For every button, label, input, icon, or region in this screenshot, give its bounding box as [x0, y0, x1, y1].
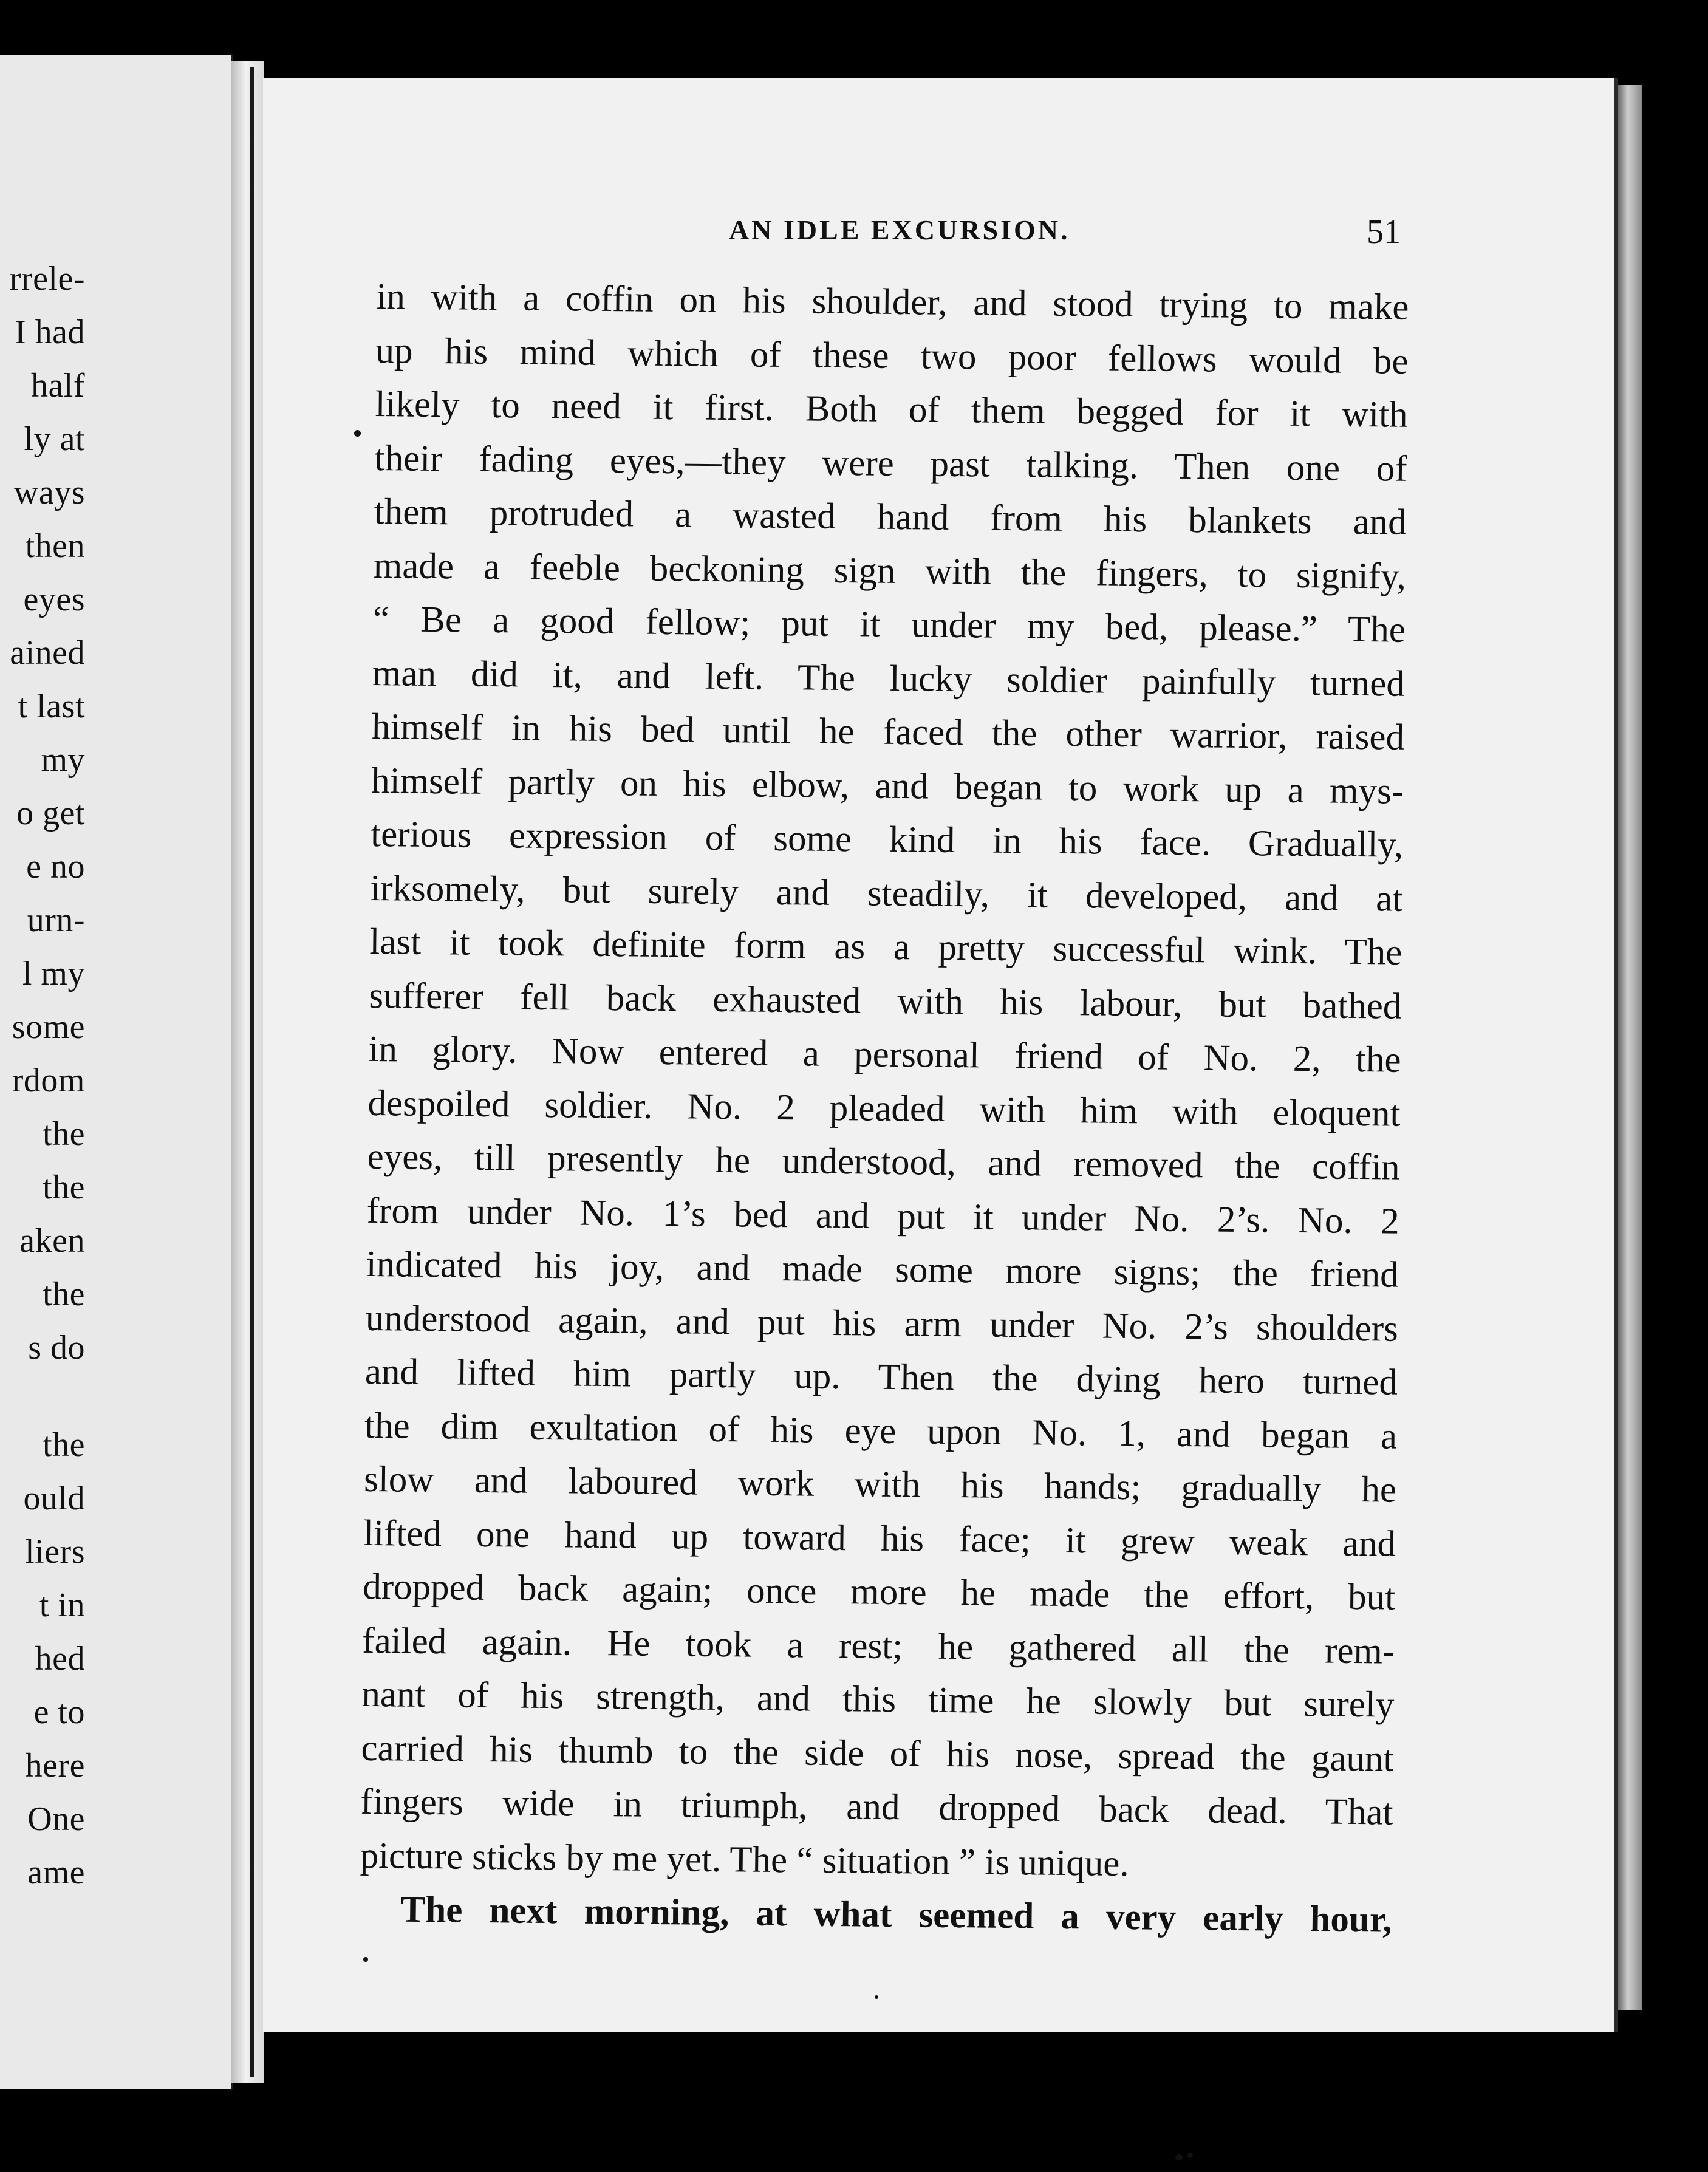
- text-line: himself partly on his elbow, and began to work up a mys-: [371, 760, 1404, 812]
- left-page-line: s do: [28, 1329, 85, 1367]
- text-line: their fading eyes,—they were past talking. Then one of: [374, 437, 1408, 490]
- text-line: dropped back again; once more he made the effort, but: [362, 1566, 1396, 1618]
- ink-speck: [875, 1995, 878, 1999]
- ink-speck: [354, 430, 361, 437]
- left-page-line: e no: [26, 848, 85, 886]
- text-line: and lifted him partly up. Then the dying hero turned: [364, 1351, 1398, 1403]
- left-page-line: liers: [25, 1533, 85, 1571]
- left-page-line: ame: [27, 1854, 85, 1891]
- text-line: slow and laboured work with his hands; gradually he: [363, 1458, 1397, 1511]
- left-page-line: the: [43, 1169, 85, 1206]
- text-line: the dim exultation of his eye upon No. 1, and began a: [364, 1405, 1398, 1457]
- paragraph-start-line: The next morning, at what seemed a very early hour,: [400, 1889, 1392, 1941]
- running-head: AN IDLE EXCURSION.: [729, 214, 1070, 245]
- text-line: terious expression of some kind in his face. Gradually,: [370, 813, 1404, 866]
- text-line: made a feeble beckoning sign with the fingers, to signify,: [373, 545, 1407, 597]
- left-page-line: ould: [23, 1480, 85, 1517]
- left-page-line: the: [43, 1276, 85, 1313]
- left-page-line: the: [43, 1115, 85, 1153]
- left-page-text: [0, 252, 85, 1899]
- text-line: last it took definite form as a pretty successful wink. The: [369, 921, 1402, 973]
- left-page-line: ways: [13, 474, 85, 511]
- left-page-line: here: [25, 1747, 85, 1784]
- left-page-line: ained: [10, 634, 85, 672]
- text-line: failed again. He took a rest; he gathered all the rem-: [362, 1620, 1395, 1672]
- text-line: picture sticks by me yet. The “ situation ” is unique.: [360, 1835, 1130, 1884]
- text-line: understood again, and put his arm under No. 2’s shoulders: [365, 1297, 1399, 1350]
- text-line: man did it, and left. The lucky soldier painfully turned: [372, 652, 1406, 705]
- text-line: likely to need it first. Both of them begged for it with: [375, 383, 1408, 435]
- left-page-line: l my: [22, 955, 85, 992]
- text-line: fingers wide in triumph, and dropped back dead. That: [360, 1781, 1393, 1833]
- text-line: eyes, till presently he understood, and removed the coffin: [367, 1136, 1400, 1188]
- text-line: nant of his strength, and this time he slowly but surely: [361, 1673, 1395, 1726]
- left-page-line: eyes: [23, 581, 85, 618]
- left-page-line: some: [12, 1008, 85, 1046]
- left-page-line: ly at: [24, 420, 85, 458]
- left-page-line: rrele-: [9, 260, 85, 298]
- ink-speck: [363, 1957, 368, 1962]
- book-gutter: [231, 61, 264, 2083]
- left-page-line: t last: [18, 688, 85, 725]
- ink-speck: [1187, 2153, 1193, 2158]
- text-line: despoiled soldier. No. 2 pleaded with him with eloquent: [367, 1082, 1401, 1135]
- left-page-line: half: [30, 367, 85, 405]
- left-page-line: o get: [16, 794, 85, 832]
- left-page-line: urn-: [27, 901, 85, 939]
- page-number: 51: [1367, 213, 1401, 251]
- page-edge-shadow: [1618, 85, 1642, 2010]
- left-page-line: t in: [39, 1586, 85, 1624]
- left-page-gap: [0, 1375, 85, 1418]
- gutter-shadow-line: [250, 67, 254, 2077]
- left-page-line: the: [43, 1426, 85, 1464]
- text-line: up his mind which of these two poor fellows would be: [375, 330, 1409, 382]
- left-page-line: e to: [33, 1693, 85, 1731]
- text-line: sufferer fell back exhausted with his labour, but bathed: [369, 975, 1402, 1027]
- left-page-line: One: [27, 1800, 85, 1838]
- text-line: in with a coffin on his shoulder, and stood trying to make: [376, 276, 1409, 328]
- left-page-line: rdom: [12, 1062, 85, 1099]
- left-page-line: hed: [35, 1640, 85, 1678]
- body-text: [359, 270, 1409, 1947]
- text-line: carried his thumb to the side of his nose, spread the gaunt: [361, 1727, 1394, 1780]
- text-line: in glory. Now entered a personal friend of No. 2, the: [368, 1028, 1401, 1081]
- text-line: lifted one hand up toward his face; it grew weak and: [363, 1512, 1396, 1565]
- left-page-line: my: [41, 741, 85, 779]
- left-page-line: I had: [14, 313, 85, 351]
- text-line: indicated his joy, and made some more signs; the friend: [366, 1243, 1399, 1296]
- left-page-line: aken: [19, 1222, 85, 1260]
- left-page-fragment: [0, 55, 233, 2089]
- text-line: them protruded a wasted hand from his blankets and: [374, 491, 1407, 543]
- text-line: himself in his bed until he faced the other warrior, raised: [371, 706, 1405, 758]
- ink-speck: [1175, 2154, 1183, 2160]
- text-line: “ Be a good fellow; put it under my bed, please.” The: [372, 598, 1406, 651]
- left-page-line: then: [25, 527, 85, 565]
- text-line: irksomely, but surely and steadily, it developed, and at: [369, 867, 1403, 920]
- text-line: from under No. 1’s bed and put it under No. 2’s. No. 2: [366, 1190, 1400, 1242]
